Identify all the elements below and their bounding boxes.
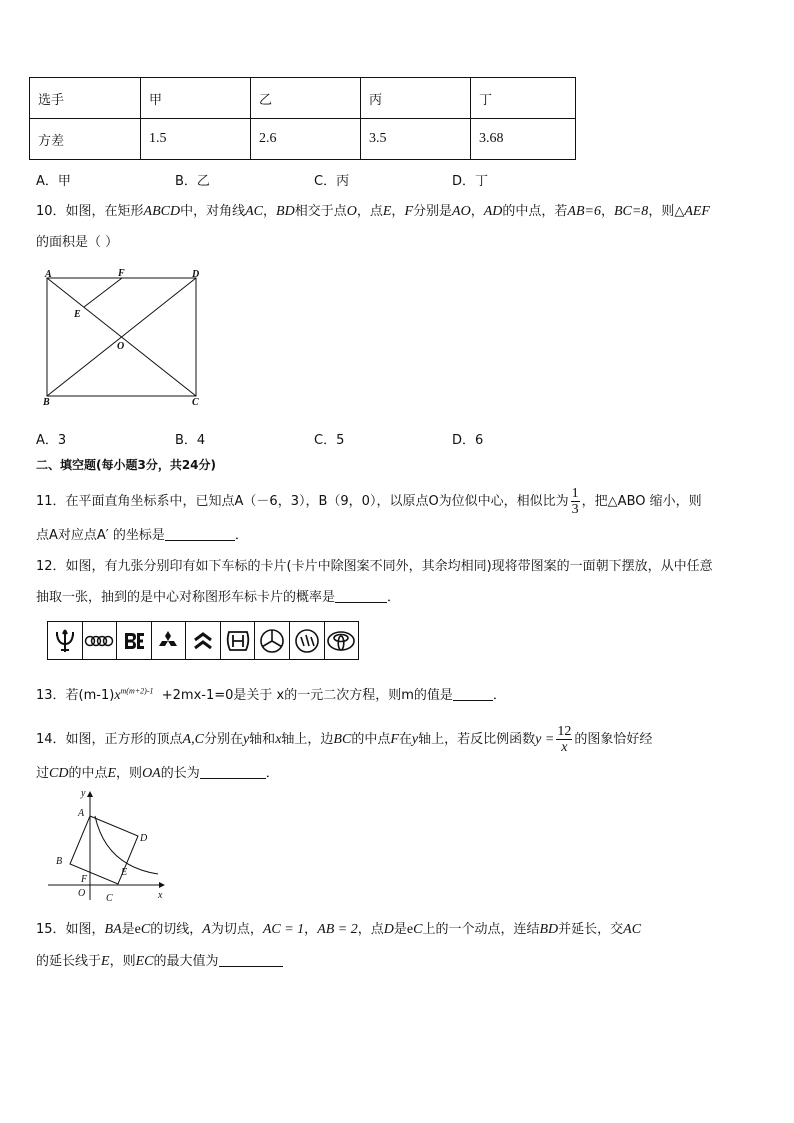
q14-stem-line1: 14．如图，正方形的顶点A,C分别在y轴和x轴上，边BC的中点F在y轴上，若反比例函数y = $\frac{12}{x}$ 的图象恰好经 <box>36 724 653 755</box>
segment-ef <box>84 278 122 307</box>
answer-blank <box>165 526 235 541</box>
q13-stem: 13．若$(m-1)x^{m(m+2)-1} +2mx-1=0$是关于 x的一元二次方程，则m的值是 ． <box>36 686 506 703</box>
label-a: A <box>78 808 85 819</box>
q15-stem-line2: 的延长线于E，则EC的最大值为 <box>36 950 283 970</box>
table-cell: 选手 <box>30 78 141 119</box>
table-cell: 乙 <box>251 78 361 119</box>
car-logo-cards <box>47 621 359 660</box>
label-o: O <box>78 888 86 899</box>
table-cell: 3.68 <box>471 119 576 160</box>
answer-blank <box>453 686 493 701</box>
q11-stem-line2: 点A对应点A′ 的坐标是 ． <box>36 528 248 543</box>
label-x: x <box>158 890 163 901</box>
table-cell: 丙 <box>361 78 471 119</box>
q10-option-d: D．6 <box>452 433 484 448</box>
buick-logo <box>290 622 325 659</box>
table-cell: 甲 <box>141 78 251 119</box>
table-cell: 3.5 <box>361 119 471 160</box>
label-c: C <box>106 893 113 904</box>
toyota-logo <box>325 622 359 659</box>
q10-option-c: C．5 <box>314 433 345 448</box>
label-f: F <box>81 874 88 885</box>
table-row <box>30 119 576 160</box>
q10-stem-line2: 的面积是（ ） <box>36 235 119 250</box>
label-a: A <box>45 269 52 280</box>
variance-table <box>29 77 576 160</box>
bentley-logo <box>117 622 152 659</box>
q9-option-a: A．甲 <box>36 174 71 189</box>
q12-stem-line1: 12．如图，有九张分别印有如下车标的卡片(卡片中除图案不同外，其余均相同)现将带图案的一面朝下摆放，从中任意 <box>36 559 713 574</box>
label-b: B <box>56 856 63 867</box>
citroen-logo <box>186 622 221 659</box>
q11-stem-line1: 11．在平面直角坐标系中，已知点A（－6，3），B（9，0），以原点O为位似中心，相似比为 $\frac{1}{3}$ ，把△ABO 缩小，则 <box>36 486 702 517</box>
q10-option-b: B．4 <box>175 433 206 448</box>
maserati-logo <box>48 622 83 659</box>
mitsubishi-logo <box>152 622 187 659</box>
label-d: D <box>192 269 200 280</box>
answer-blank <box>335 588 387 603</box>
table-cell: 丁 <box>471 78 576 119</box>
honda-logo <box>221 622 256 659</box>
coordinate-figure <box>46 786 171 904</box>
answer-blank <box>200 764 266 779</box>
q12-stem-line2: 抽取一张，抽到的是中心对称图形车标卡片的概率是 ． <box>36 590 401 605</box>
label-o: O <box>117 341 125 352</box>
label-f: F <box>118 268 125 279</box>
table-cell: 1.5 <box>141 119 251 160</box>
label-b: B <box>43 397 50 408</box>
label-e: E <box>121 867 128 878</box>
label-d: D <box>140 833 148 844</box>
q10-stem-line1: 10．如图，在矩形ABCD中，对角线AC，BD相交于点O，点E，F分别是AO，AD的中点，若AB=6，BC=8，则△AEF <box>36 204 710 219</box>
label-y: y <box>81 788 86 799</box>
q15-stem-line1: 15．如图，BA是eC的切线，A为切点，AC = 1，AB = 2，点D是eC上的一个动点，连结BD并延长，交AC <box>36 922 642 937</box>
fraction: $\frac{12}{x}$ <box>557 724 572 755</box>
q9-option-c: C．丙 <box>314 174 350 189</box>
table-cell: 方差 <box>30 119 141 160</box>
q9-option-d: D．丁 <box>452 174 489 189</box>
label-e: E <box>74 309 81 320</box>
q10-option-a: A．3 <box>36 433 67 448</box>
table-cell: 2.6 <box>251 119 361 160</box>
table-row <box>30 78 576 119</box>
q14-stem-line2: 过CD的中点E，则OA的长为 ． <box>36 766 279 781</box>
fraction: $\frac{1}{3}$ <box>571 486 579 517</box>
answer-blank <box>219 952 283 967</box>
section-title: 二、填空题(每小题3分，共24分) <box>36 458 217 472</box>
hyperbola-curve <box>95 816 158 874</box>
mercedes-logo <box>255 622 290 659</box>
q9-option-b: B．乙 <box>175 174 210 189</box>
audi-logo <box>83 622 118 659</box>
label-c: C <box>192 397 199 408</box>
rectangle-figure <box>38 268 208 410</box>
